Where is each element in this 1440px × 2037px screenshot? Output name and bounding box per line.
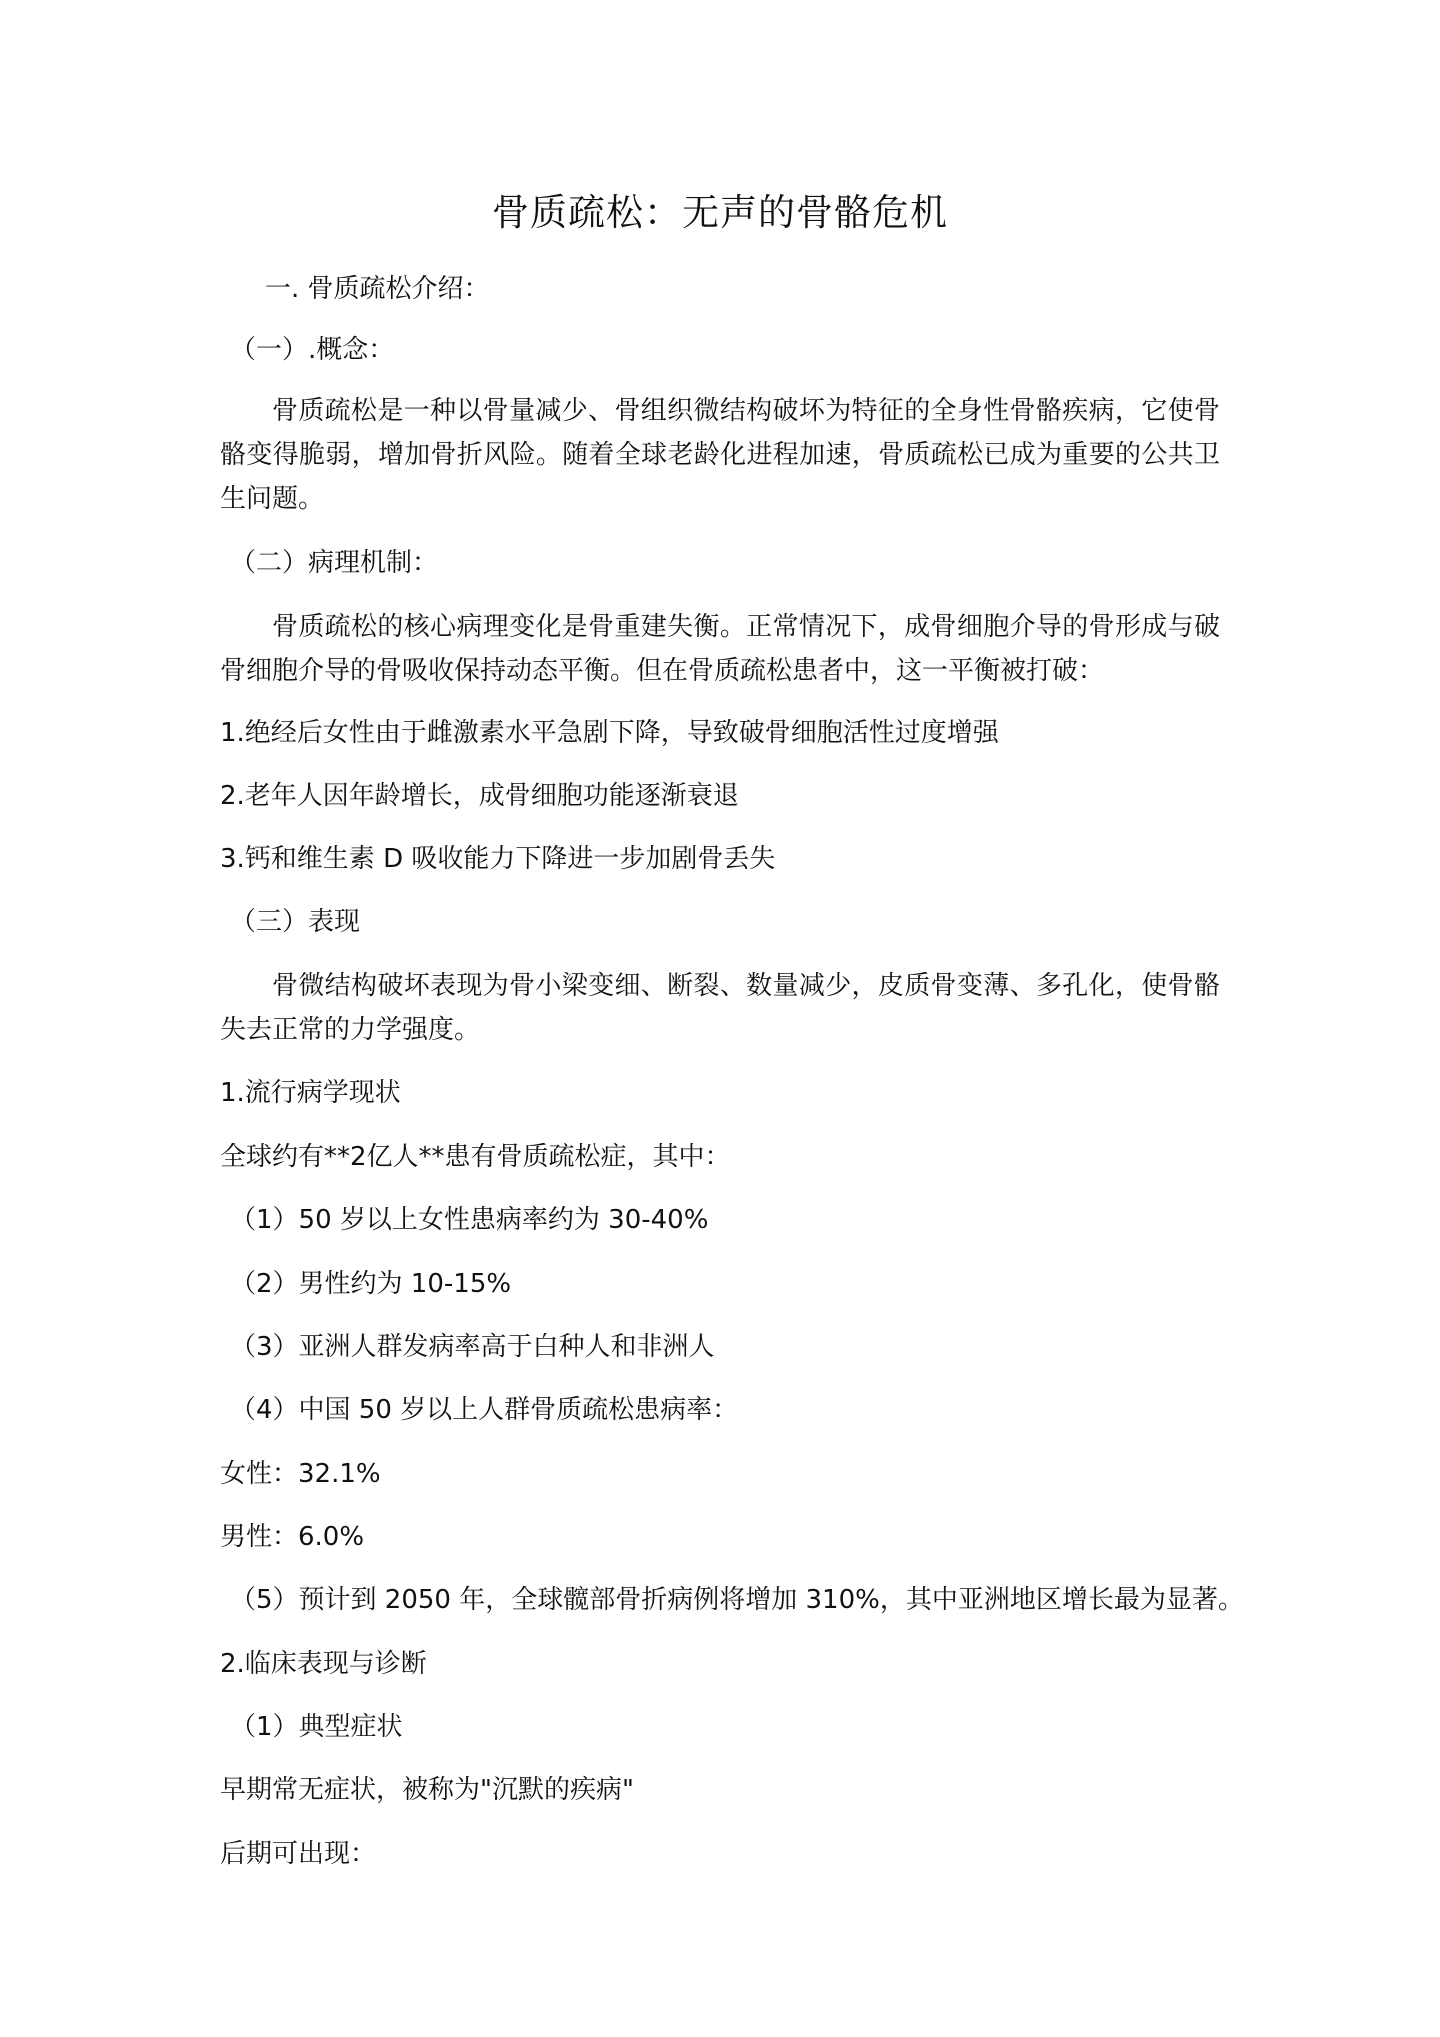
stat-female-prevalence: 女性：32.1%: [220, 1459, 381, 1489]
paragraph-manifestation: 骨微结构破坏表现为骨小梁变细、断裂、数量减少，皮质骨变薄、多孔化，使骨骼失去正常的力学强度。: [220, 971, 1220, 1045]
stat-male-prevalence: 男性：6.0%: [220, 1522, 365, 1552]
paragraph-concept: 骨质疏松是一种以骨量减少、骨组织微结构破坏为特征的全身性骨骼疾病，它使骨骼变得脆弱，增加骨折风险。随着全球老龄化进程加速，骨质疏松已成为重要的公共卫生问题。: [220, 396, 1220, 514]
list-item-mechanism-3: 3.钙和维生素 D 吸收能力下降进一步加剧骨丢失: [220, 844, 776, 874]
list-item-epidemiology-3: （3）亚洲人群发病率高于白种人和非洲人: [230, 1332, 715, 1362]
subheading-manifestation: （三）表现: [230, 907, 361, 937]
heading-epidemiology: 1.流行病学现状: [220, 1078, 401, 1108]
section-heading-introduction: 一. 骨质疏松介绍：: [265, 274, 490, 304]
subheading-concept: （一）.概念：: [230, 335, 395, 365]
paragraph-early-symptoms: 早期常无症状，被称为"沉默的疾病": [220, 1775, 634, 1805]
paragraph-mechanism: 骨质疏松的核心病理变化是骨重建失衡。正常情况下，成骨细胞介导的骨形成与破骨细胞介导的骨吸收保持动态平衡。但在骨质疏松患者中，这一平衡被打破：: [220, 612, 1220, 686]
list-item-epidemiology-4: （4）中国 50 岁以上人群骨质疏松患病率：: [230, 1395, 739, 1425]
paragraph-late-symptoms: 后期可出现：: [220, 1839, 377, 1869]
heading-clinical: 2.临床表现与诊断: [220, 1649, 427, 1679]
subheading-symptoms: （1）典型症状: [230, 1712, 403, 1742]
document-title: 骨质疏松：无声的骨骼危机: [492, 191, 948, 234]
list-item-epidemiology-1: （1）50 岁以上女性患病率约为 30-40%: [230, 1205, 709, 1235]
list-item-epidemiology-2: （2）男性约为 10-15%: [230, 1269, 512, 1299]
list-item-forecast: （5）预计到 2050 年，全球髋部骨折病例将增加 310%，其中亚洲地区增长最为显著。: [230, 1585, 1244, 1615]
list-item-mechanism-1: 1.绝经后女性由于雌激素水平急剧下降，导致破骨细胞活性过度增强: [220, 718, 999, 748]
list-item-mechanism-2: 2.老年人因年龄增长，成骨细胞功能逐渐衰退: [220, 781, 739, 811]
paragraph-epidemiology-intro: 全球约有**2亿人**患有骨质疏松症，其中：: [220, 1142, 731, 1172]
subheading-mechanism: （二）病理机制：: [230, 548, 439, 578]
